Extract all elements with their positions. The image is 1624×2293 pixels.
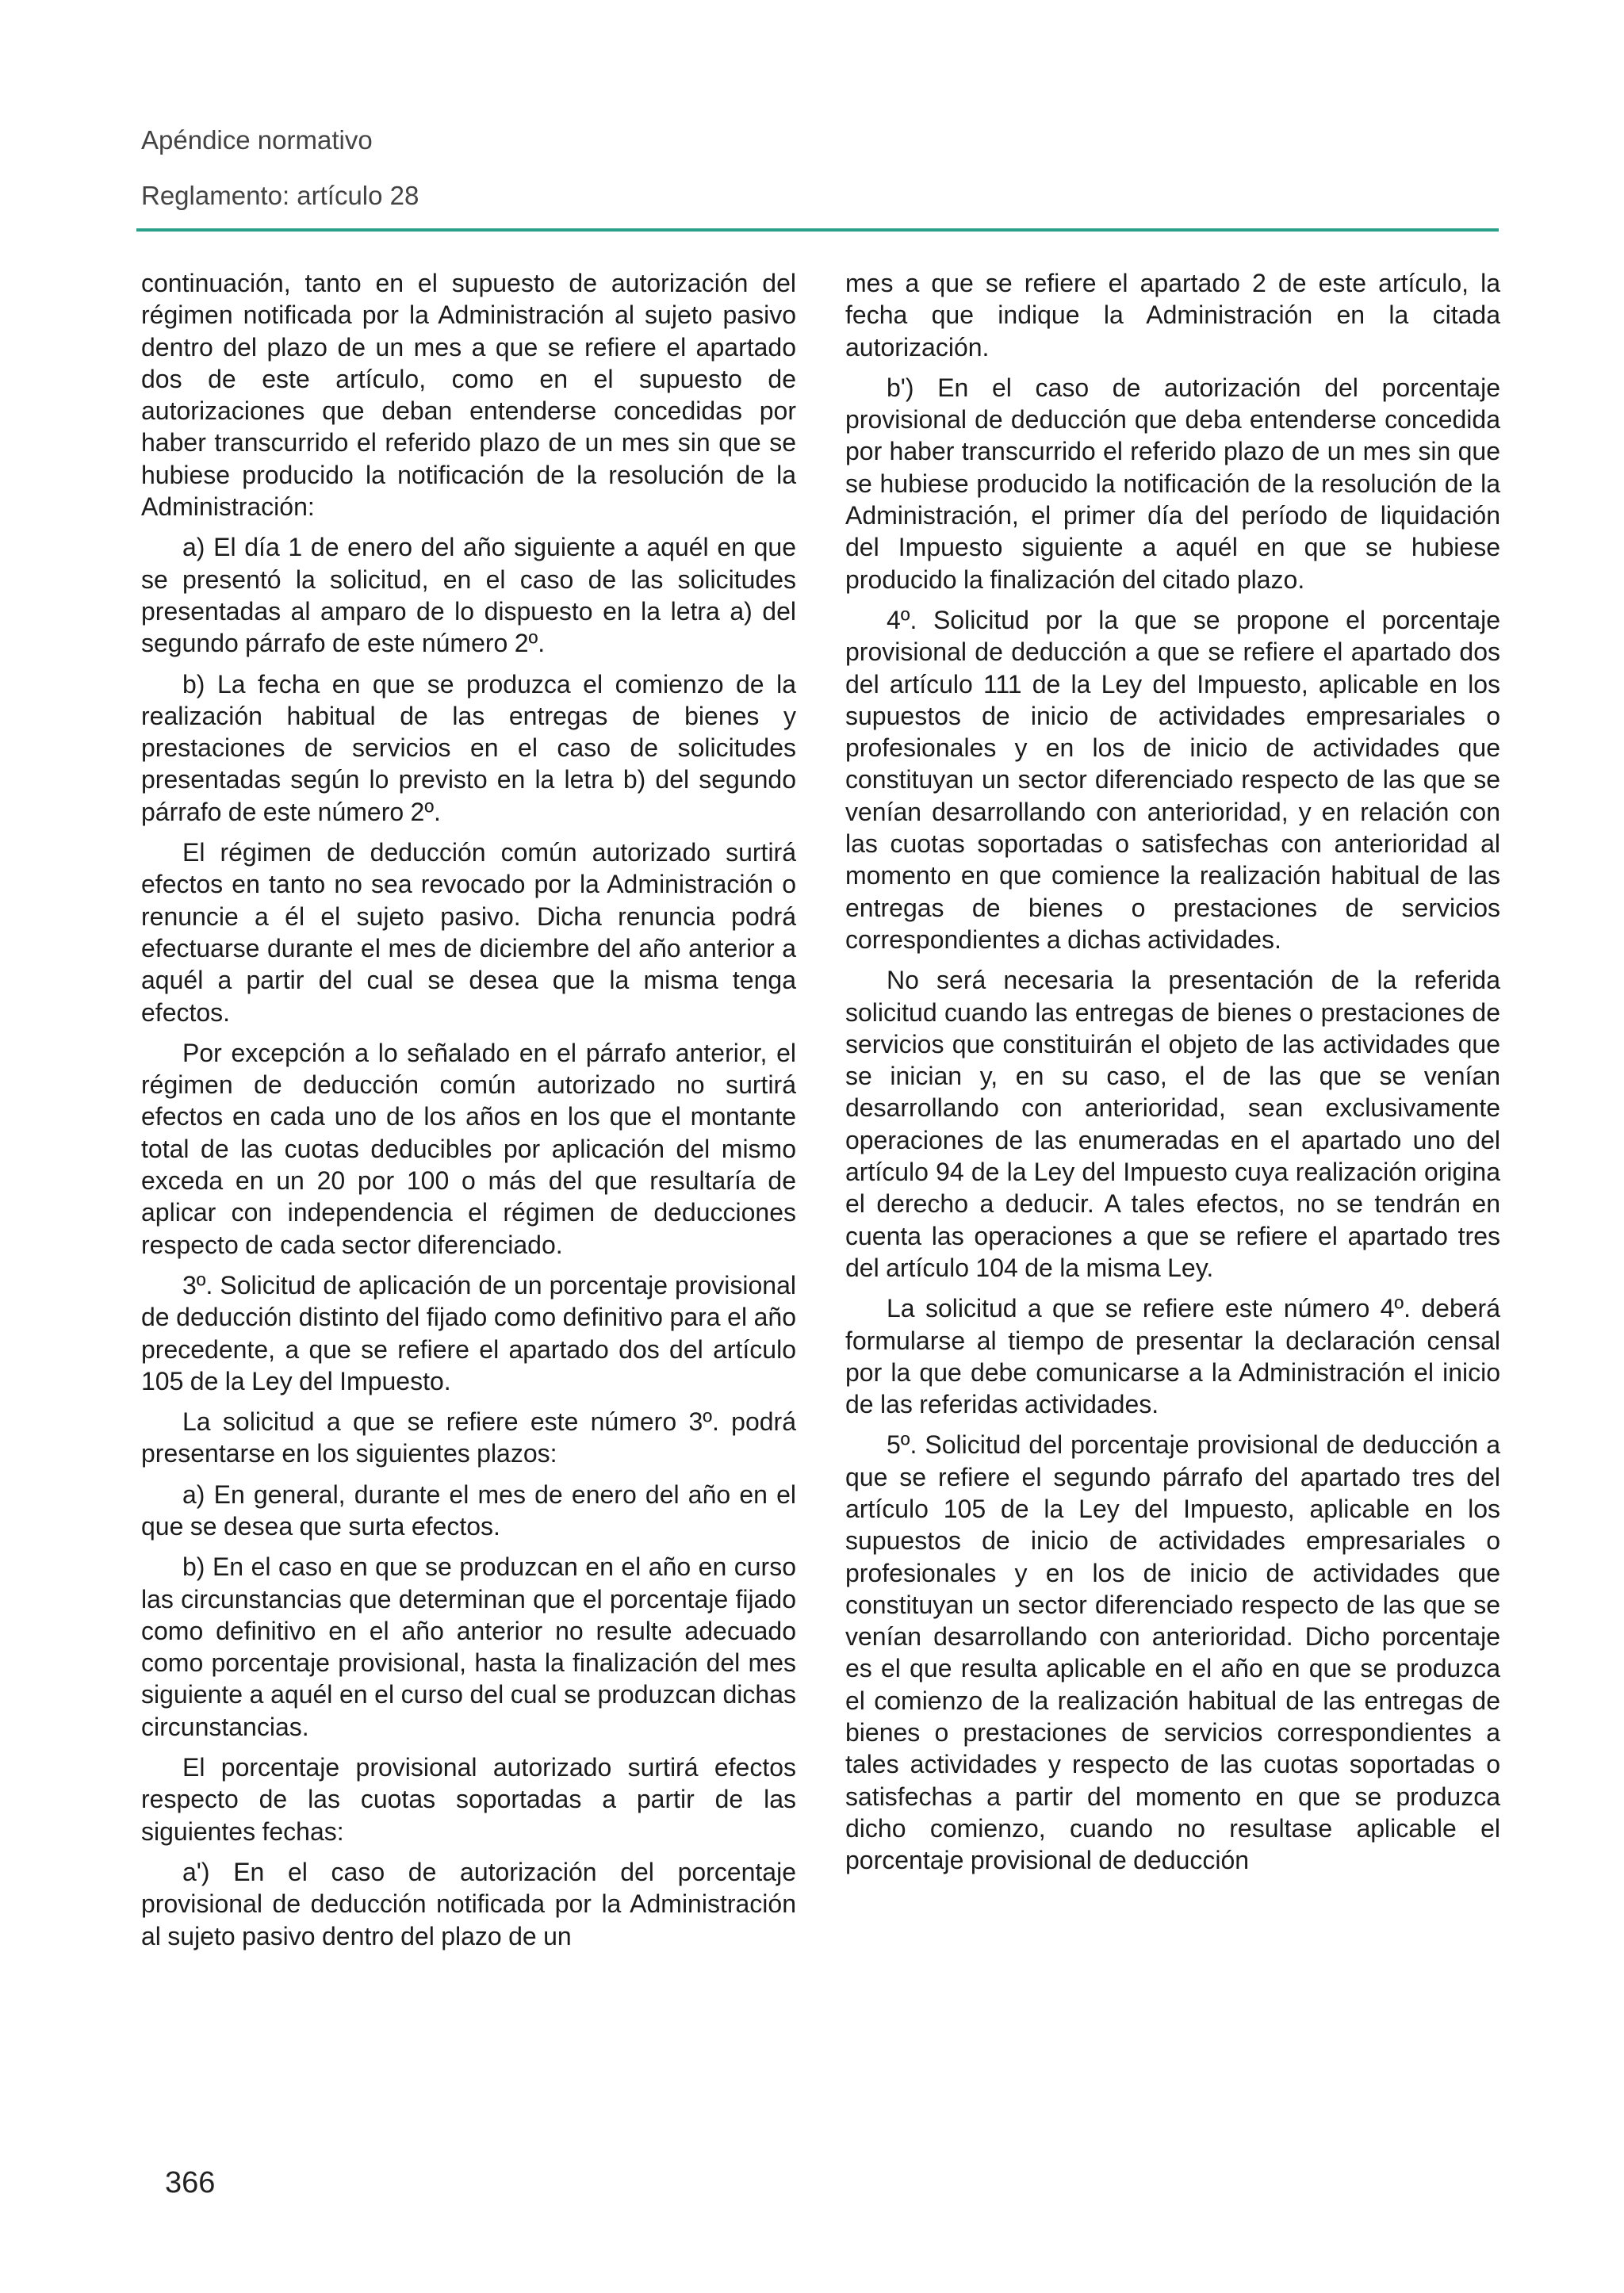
section-title: Apéndice normativo xyxy=(141,125,373,155)
paragraph: La solicitud a que se refiere este número 4º. deberá formularse al tiempo de presentar la declaración censal por la que debe comunicarse a la Administración el inicio de las referidas actividades. xyxy=(845,1294,1500,1419)
paragraph: a') En el caso de autorización del porcentaje provisional de deducción notificada por la Administración al sujeto pasivo dentro del plazo de un xyxy=(141,1857,796,1950)
paragraph: No será necesaria la presentación de la referida solicitud cuando las entregas de bienes o prestaciones de servicios que constituirán el objeto de las actividades que se inician y, en su caso, el de las que se venían desarrollando con anterioridad, sean exclusivamente operaciones de las enumeradas en el apartado uno del artículo 94 de la Ley del Impuesto cuya realización origina el derecho a deducir. A tales efectos, no se tendrán en cuenta las operaciones a que se refiere el apartado tres del artículo 104 de la misma Ley. xyxy=(845,966,1500,1282)
paragraph: continuación, tanto en el supuesto de autorización del régimen notificada por la Administración al sujeto pasivo dentro del plazo de un mes a que se refiere el apartado dos de este artículo, como en el supuesto de autorizaciones que deban entenderse concedidas por haber transcurrido el referido plazo de un mes sin que se hubiese producido la notificación de la resolución de la Administración: xyxy=(141,269,796,522)
paragraph: El régimen de deducción común autorizado surtirá efectos en tanto no sea revocado por la Administración o renuncie a él el sujeto pasivo. Dicha renuncia podrá efectuarse durante el mes de diciembre del año anterior a aquél a partir del cual se desea que la misma tenga efectos. xyxy=(141,838,796,1027)
paragraph: La solicitud a que se refiere este número 3º. podrá presentarse en los siguientes plazos: xyxy=(141,1407,796,1468)
header-divider xyxy=(136,228,1499,232)
paragraph: 5º. Solicitud del porcentaje provisional de deducción a que se refiere el segundo párrafo del apartado tres del artículo 105 de la Ley del Impuesto, aplicable en los supuestos de inicio de actividades empresariales o profesionales y en los de inicio de actividades que constituyan un sector diferenciado respecto de las que se venían desarrollando con anterioridad. Dicho porcentaje es el que resulta aplicable en el año en que se produzca el comienzo de la realización habitual de las entregas de bienes o prestaciones de servicios correspondientes a tales actividades y respecto de las cuotas soportadas o satisfechas a partir del momento en que se produzca dicho comienzo, cuando no resultase aplicable el porcentaje provisional de deducción xyxy=(845,1430,1500,1875)
paragraph: b') En el caso de autorización del porcentaje provisional de deducción que deba entenderse concedida por haber transcurrido el referido plazo de un mes sin que se hubiese producido la notificación de la resolución de la Administración, el primer día del período de liquidación del Impuesto siguiente a aquél en que se hubiese producido la finalización del citado plazo. xyxy=(845,373,1500,594)
paragraph: a) En general, durante el mes de enero del año en el que se desea que surta efectos. xyxy=(141,1480,796,1541)
paragraph: 4º. Solicitud por la que se propone el porcentaje provisional de deducción a que se refiere el apartado dos del artículo 111 de la Ley del Impuesto, aplicable en los supuestos de inicio de actividades empresariales o profesionales y en los de inicio de actividades que constituyan un sector diferenciado respecto de las que se venían desarrollando con anterioridad, y en relación con las cuotas soportadas o satisfechas con anterioridad al momento en que comience la realización habitual de las entregas de bienes o prestaciones de servicios correspondientes a dichas actividades. xyxy=(845,605,1500,954)
running-header xyxy=(141,127,419,209)
paragraph: El porcentaje provisional autorizado surtirá efectos respecto de las cuotas soportadas a partir de las siguientes fechas: xyxy=(141,1753,796,1846)
paragraph: b) En el caso en que se produzcan en el año en curso las circunstancias que determinan que el porcentaje fijado como definitivo en el año anterior no resulte adecuado como porcentaje provisional, hasta la finalización del mes siguiente a aquél en el curso del cual se produzcan dichas circunstancias. xyxy=(141,1552,796,1741)
page-number: 366 xyxy=(165,2166,216,2199)
article-reference: Reglamento: artículo 28 xyxy=(141,181,419,210)
paragraph: b) La fecha en que se produzca el comienzo de la realización habitual de las entregas de bienes y prestaciones de servicios en el caso de solicitudes presentadas según lo previsto en la letra b) del segundo párrafo de este número 2º. xyxy=(141,669,796,826)
left-column xyxy=(141,267,796,1961)
paragraph: 3º. Solicitud de aplicación de un porcentaje provisional de deducción distinto del fijado como definitivo para el año precedente, a que se refiere el apartado dos del artículo 105 de la Ley del Impuesto. xyxy=(141,1270,796,1395)
right-column xyxy=(845,267,1500,1885)
paragraph: a) El día 1 de enero del año siguiente a aquél en que se presentó la solicitud, en el caso de las solicitudes presentadas al amparo de lo dispuesto en la letra a) del segundo párrafo de este número 2º. xyxy=(141,533,796,658)
paragraph: mes a que se refiere el apartado 2 de este artículo, la fecha que indique la Administración en la citada autorización. xyxy=(845,269,1500,362)
paragraph: Por excepción a lo señalado en el párrafo anterior, el régimen de deducción común autorizado no surtirá efectos en cada uno de los años en los que el montante total de las cuotas deducibles por aplicación del mismo exceda en un 20 por 100 o más del que resultaría de aplicar con independencia el régimen de deducciones respecto de cada sector diferenciado. xyxy=(141,1038,796,1259)
